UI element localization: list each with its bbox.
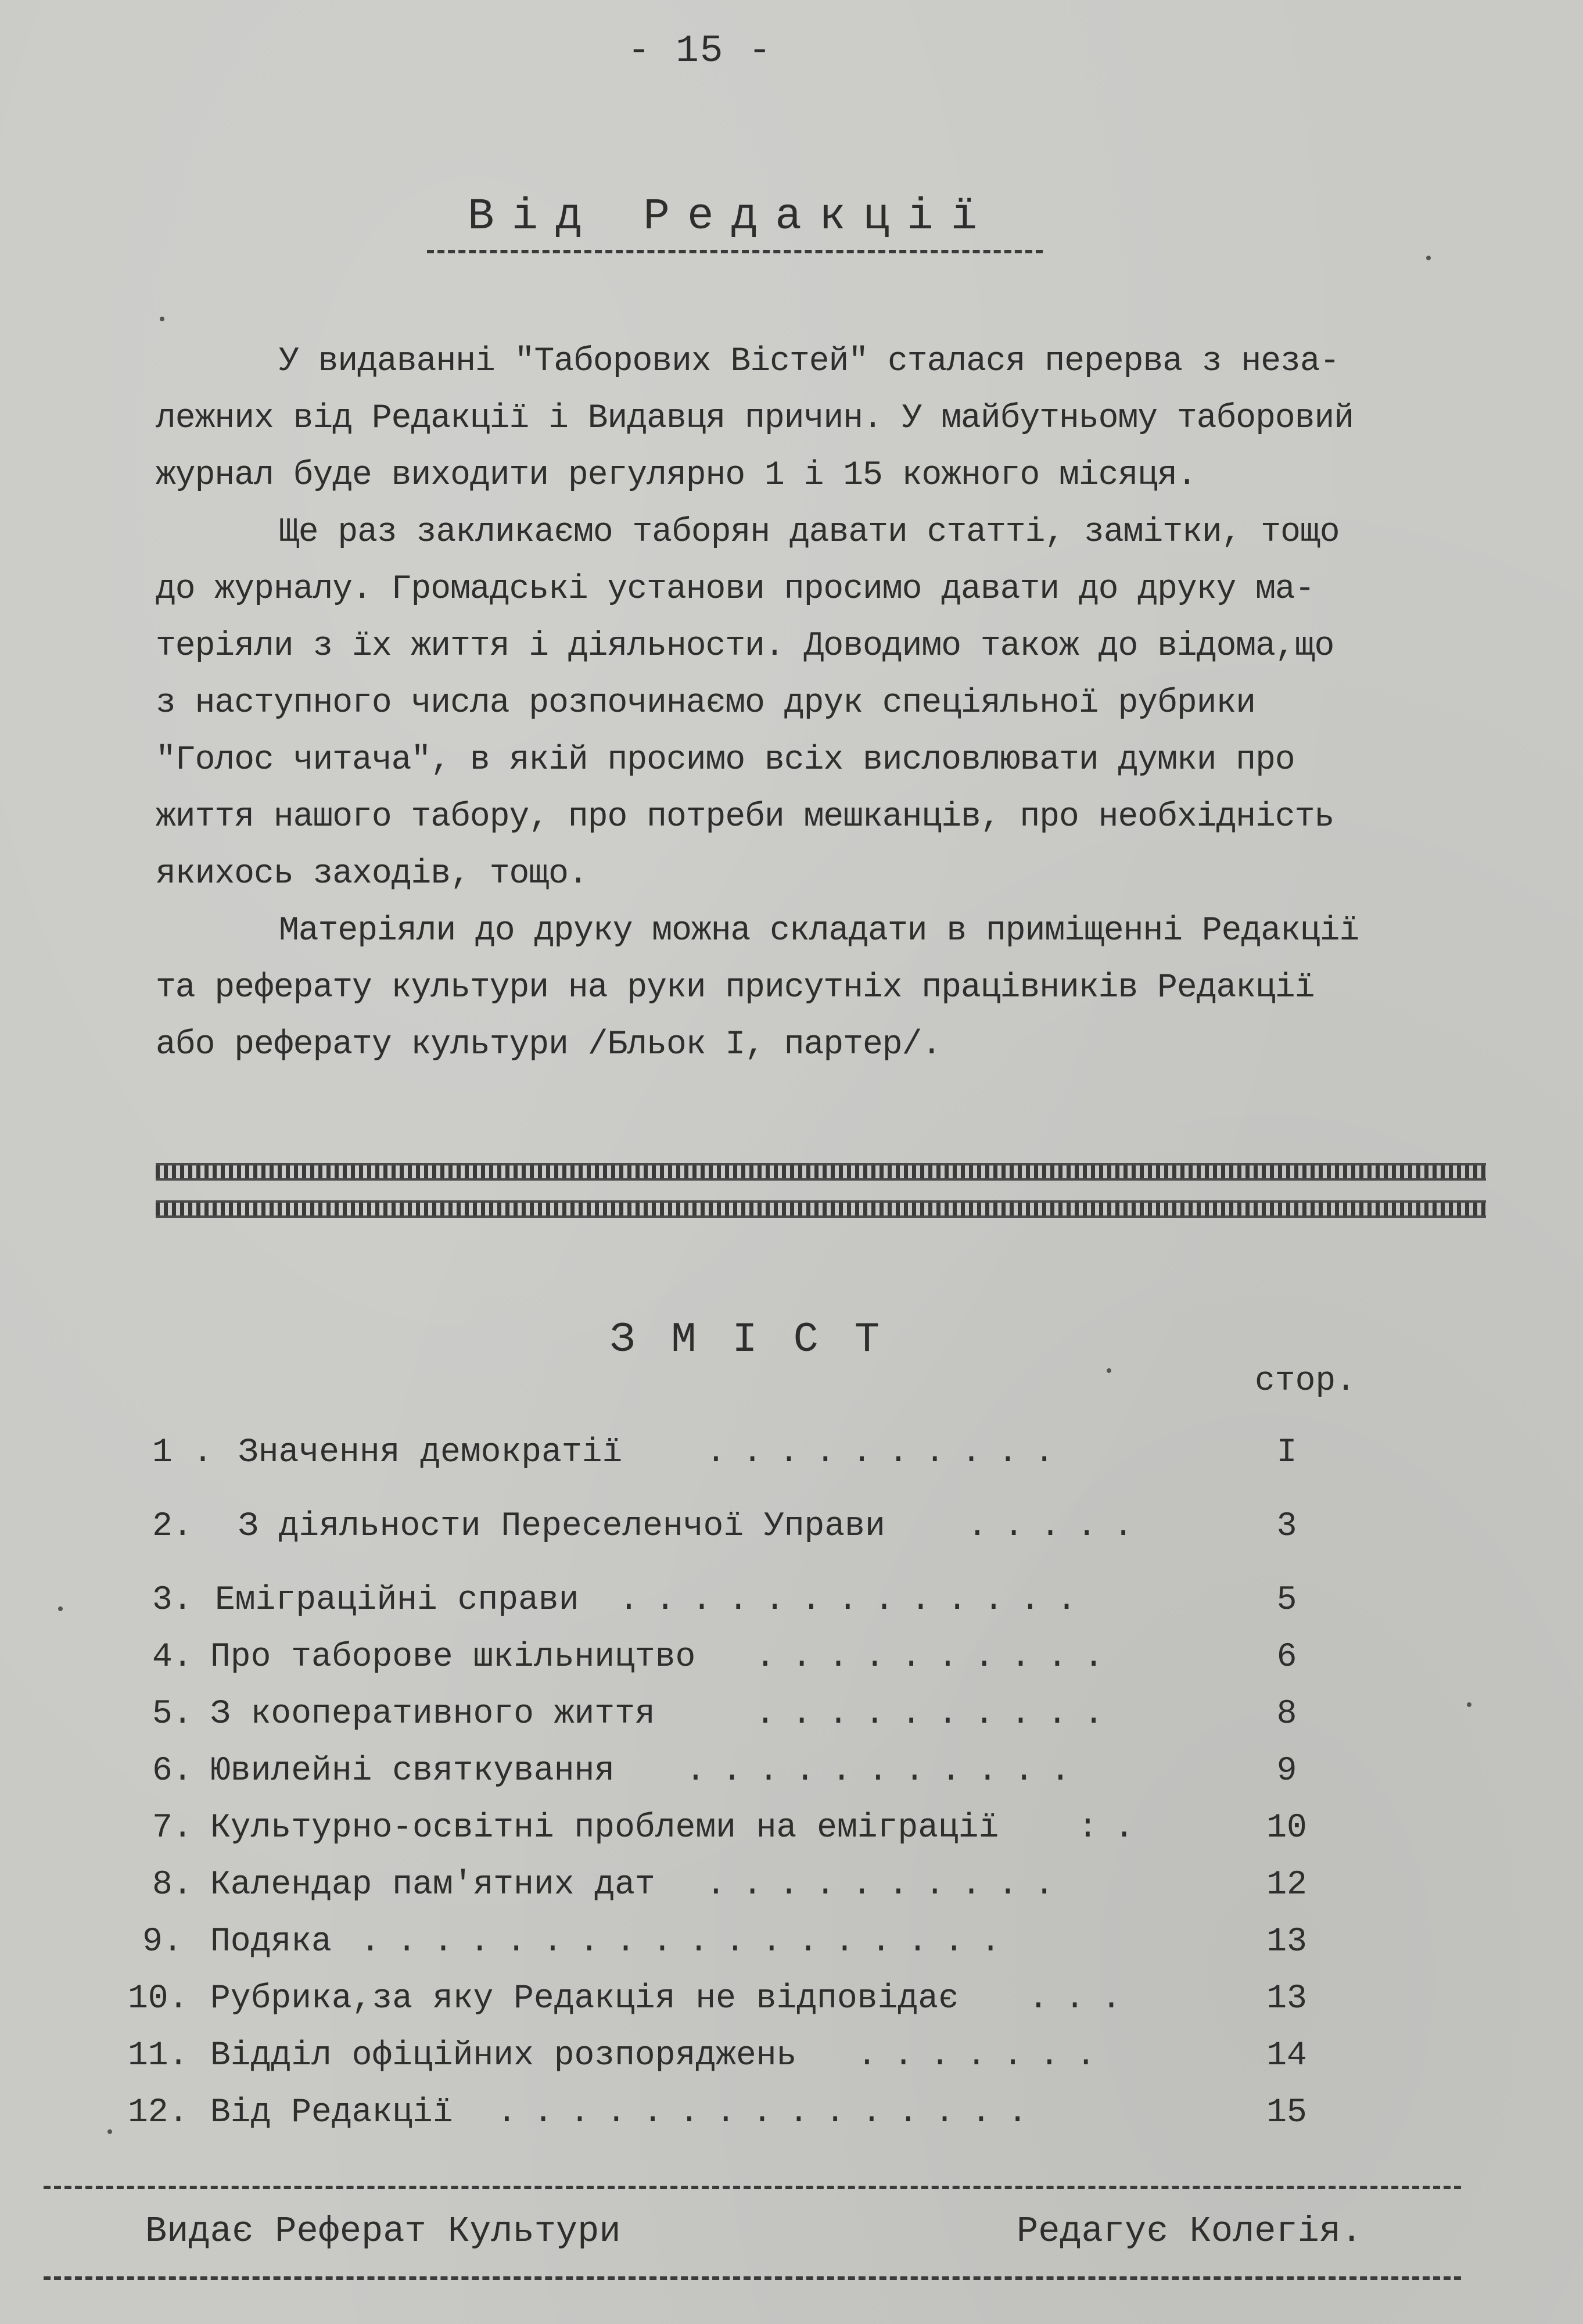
separator-rule-top: [156, 1163, 1486, 1181]
paper-speck: [160, 317, 164, 321]
toc-item-9-title: Подяка: [210, 1923, 332, 1961]
paragraph-2-line-6: життя нашого табору, про потреби мешканців, про необхідність: [156, 798, 1334, 836]
toc-item-12-number: 12.: [128, 2094, 189, 2132]
toc-item-11-title: Відділ офіційних розпоряджень: [210, 2037, 797, 2075]
footer-rule-top: [44, 2186, 1461, 2189]
toc-item-3-title: Еміграційні справи: [215, 1581, 579, 1619]
toc-item-6-page: 9: [1276, 1752, 1297, 1790]
paragraph-1-line-2: лежних від Редакції і Видавця причин. У майбутньому таборовий: [156, 400, 1354, 437]
toc-item-6-leader: ...........: [685, 1752, 1087, 1790]
toc-item-5-leader: ..........: [755, 1695, 1121, 1733]
paper-speck: [107, 2129, 112, 2134]
toc-item-3-page: 5: [1276, 1581, 1297, 1619]
heading-underline: [427, 250, 1043, 253]
paragraph-3-line-1: Матеріяли до друку можна складати в приміщенні Редакції: [279, 912, 1359, 950]
toc-item-8-page: 12: [1266, 1866, 1307, 1904]
toc-item-10-title: Рубрика,за яку Редакція не відповідає: [210, 1980, 959, 2018]
footer-rule-bottom: [44, 2276, 1461, 2280]
paragraph-2-line-1: Ще раз закликаємо таборян давати статті, замітки, тощо: [279, 514, 1340, 551]
toc-item-1-number: 1 .: [152, 1434, 213, 1472]
toc-item-4-leader: ..........: [755, 1638, 1121, 1676]
paragraph-2-line-4: з наступного числа розпочинаємо друк спеціяльної рубрики: [156, 684, 1256, 722]
toc-item-9-leader: ..................: [360, 1923, 1017, 1961]
toc-item-1-leader: ..........: [706, 1434, 1071, 1472]
toc-item-3-number: 3.: [152, 1581, 193, 1619]
paper-speck: [1426, 256, 1431, 260]
paragraph-3-line-3: або реферату культури /Бльок І, партер/.: [156, 1026, 942, 1064]
toc-item-1-page: I: [1276, 1434, 1297, 1472]
paper-speck: [58, 1606, 63, 1611]
toc-item-8-title: Календар пам'ятних дат: [210, 1866, 655, 1904]
toc-item-4-page: 6: [1276, 1638, 1297, 1676]
section-heading: Від Редакції: [468, 192, 995, 242]
toc-item-10-page: 13: [1266, 1980, 1307, 2018]
footer-publisher: Видає Реферат Культури: [145, 2211, 621, 2252]
paragraph-2-line-3: теріяли з їх життя і діяльности. Доводимо також до відома,що: [156, 627, 1334, 665]
paragraph-2-line-2: до журналу. Громадські установи просимо давати до друку ма-: [156, 571, 1315, 608]
toc-item-1-title: Значення демократії: [238, 1434, 623, 1472]
separator-rule-bottom: [156, 1200, 1486, 1218]
toc-item-12-leader: ...............: [497, 2094, 1044, 2132]
toc-item-4-number: 4.: [152, 1638, 193, 1676]
toc-item-8-number: 8.: [152, 1866, 193, 1904]
toc-item-3-leader: .............: [619, 1581, 1093, 1619]
footer-editor: Редагує Колегія.: [1017, 2211, 1363, 2252]
toc-page-column-label: стор.: [1255, 1362, 1356, 1400]
toc-item-4-title: Про таборове шкільництво: [210, 1638, 696, 1676]
toc-item-2-number: 2.: [152, 1508, 193, 1545]
toc-title: ЗМІСТ: [610, 1316, 916, 1364]
toc-item-11-number: 11.: [128, 2037, 189, 2075]
paragraph-2-line-7: якихось заходів, тощо.: [156, 855, 588, 893]
toc-item-9-number: 9.: [142, 1923, 183, 1961]
toc-item-7-leader: :.: [1078, 1809, 1151, 1847]
toc-item-7-page: 10: [1266, 1809, 1307, 1847]
toc-item-2-page: 3: [1276, 1508, 1297, 1545]
toc-item-6-title: Ювилейні святкування: [210, 1752, 615, 1790]
page-number: - 15 -: [627, 29, 773, 73]
paper-speck: [1467, 1702, 1471, 1707]
paragraph-3-line-2: та реферату культури на руки присутніх працівників Редакції: [156, 969, 1315, 1007]
toc-item-2-leader: .....: [967, 1508, 1150, 1545]
toc-item-12-title: Від Редакції: [210, 2094, 453, 2132]
toc-item-9-page: 13: [1266, 1923, 1307, 1961]
toc-item-2-title: З діяльности Переселенчої Управи: [238, 1508, 885, 1545]
toc-item-5-page: 8: [1276, 1695, 1297, 1733]
paragraph-1-line-1: У видаванні "Таборових Вістей" сталася перерва з неза-: [279, 343, 1340, 381]
toc-item-5-title: З кооперативного життя: [210, 1695, 655, 1733]
paragraph-2-line-5: "Голос читача", в якій просимо всіх висловлювати думки про: [156, 741, 1295, 779]
toc-item-12-page: 15: [1266, 2094, 1307, 2132]
toc-item-8-leader: ..........: [706, 1866, 1071, 1904]
toc-item-7-title: Культурно-освітні проблеми на еміграції: [210, 1809, 999, 1847]
toc-item-7-number: 7.: [152, 1809, 193, 1847]
toc-item-11-leader: .......: [857, 2037, 1112, 2075]
toc-item-11-page: 14: [1266, 2037, 1307, 2075]
paper-speck: [1107, 1368, 1111, 1373]
toc-item-10-leader: ...: [1028, 1980, 1138, 2018]
toc-item-6-number: 6.: [152, 1752, 193, 1790]
toc-item-5-number: 5.: [152, 1695, 193, 1733]
paragraph-1-line-3: журнал буде виходити регулярно 1 і 15 кожного місяця.: [156, 457, 1197, 494]
toc-item-10-number: 10.: [128, 1980, 189, 2018]
